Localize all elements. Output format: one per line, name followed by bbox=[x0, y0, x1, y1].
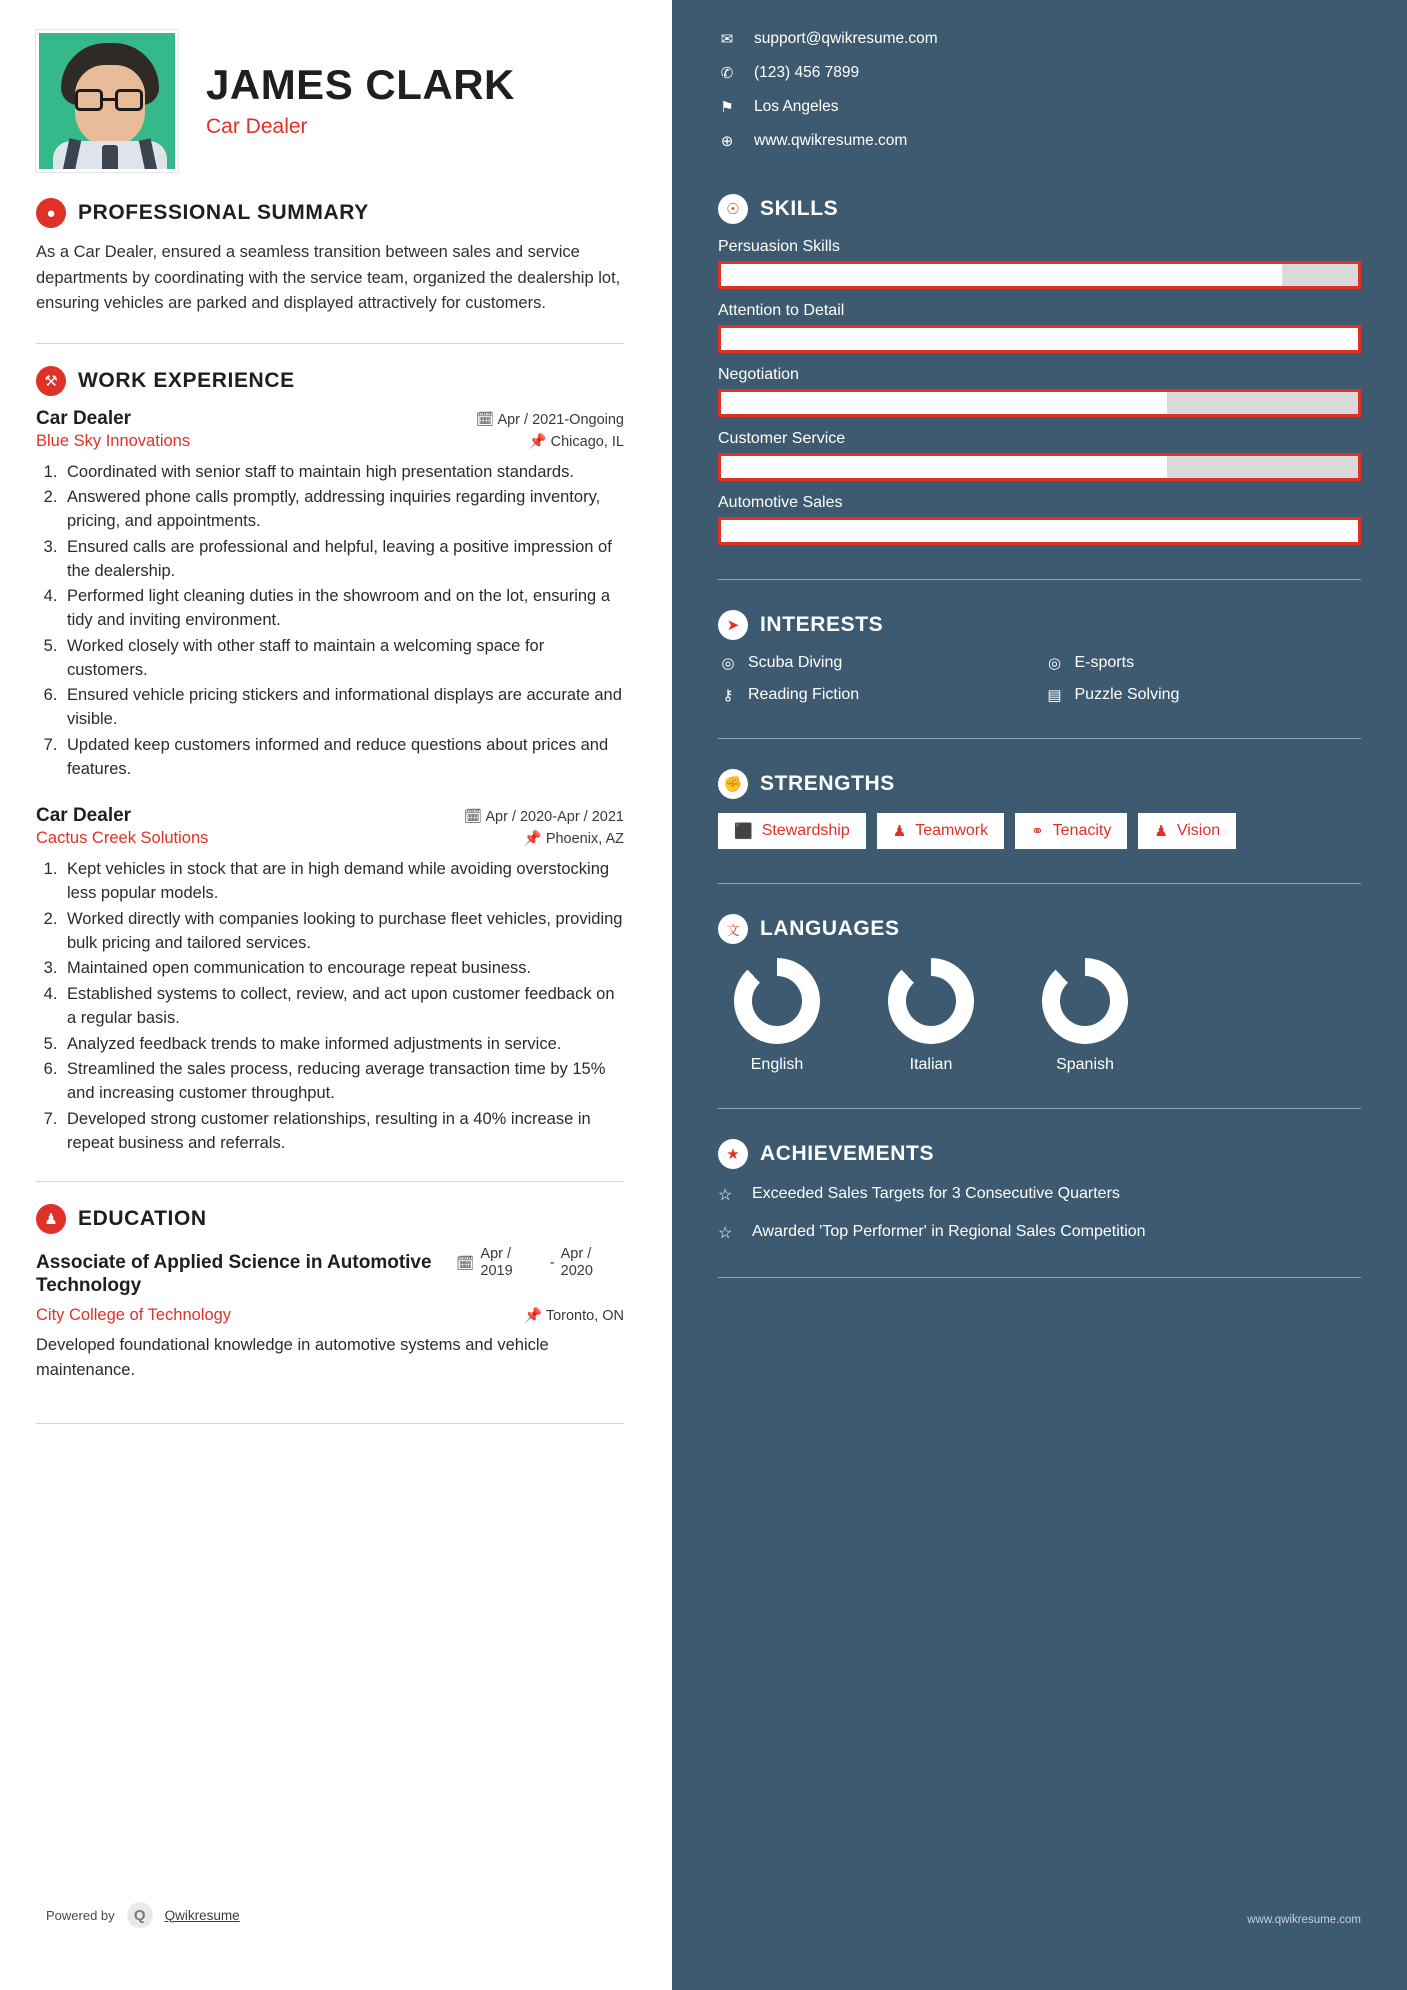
education-section bbox=[36, 1204, 624, 1382]
section-header-strengths bbox=[718, 769, 1361, 799]
skill-progress-fill bbox=[721, 392, 1167, 414]
job-dates: 🗓 Apr / 2020-Apr / 2021 bbox=[463, 809, 624, 826]
section-header-work bbox=[36, 366, 624, 396]
divider bbox=[36, 1423, 624, 1424]
section-title: ACHIEVEMENTS bbox=[760, 1142, 935, 1165]
phone-icon: ✆ bbox=[720, 65, 734, 82]
envelope-icon: ✉ bbox=[720, 31, 734, 48]
life-ring-icon: ◎ bbox=[1047, 655, 1062, 672]
contact-item-phone[interactable] bbox=[718, 64, 1361, 82]
section-title: EDUCATION bbox=[78, 1207, 207, 1231]
language-item bbox=[718, 958, 836, 1074]
skill-row bbox=[718, 430, 1361, 481]
languages-section bbox=[718, 914, 1361, 1074]
resume-right-sidebar bbox=[672, 0, 1407, 1990]
skill-progress-bar bbox=[718, 517, 1361, 545]
lightbulb-icon: ☉ bbox=[718, 194, 748, 224]
divider bbox=[36, 343, 624, 344]
fist-icon: ✊ bbox=[718, 769, 748, 799]
graduation-cap-icon: ♟ bbox=[36, 1204, 66, 1234]
list-item: 2. Answered phone calls promptly, addressing inquiries regarding inventory, pricing, and appointments. bbox=[62, 486, 624, 534]
job-bullet-list bbox=[62, 858, 624, 1155]
contact-item-location bbox=[718, 98, 1361, 116]
interest-item bbox=[1045, 686, 1362, 704]
page-title: JAMES CLARK bbox=[206, 60, 515, 108]
strengths-section bbox=[718, 769, 1361, 849]
job-location: 📌 Chicago, IL bbox=[528, 433, 624, 450]
job-title: Car Dealer bbox=[36, 805, 132, 827]
location-pin-icon: ⚑ bbox=[720, 99, 734, 116]
paper-plane-icon: ➤ bbox=[718, 610, 748, 640]
qwikresume-logo-icon: Q bbox=[127, 1902, 153, 1928]
education-location: 📌 Toronto, ON bbox=[524, 1308, 624, 1325]
section-title: STRENGTHS bbox=[760, 772, 895, 795]
skill-row bbox=[718, 494, 1361, 545]
resume-left-column bbox=[0, 0, 672, 1990]
strength-label: Tenacity bbox=[1052, 822, 1112, 839]
sidebar-footer-url: www.qwikresume.com bbox=[1247, 1914, 1361, 1926]
skill-progress-bar bbox=[718, 453, 1361, 481]
award-star-icon: ★ bbox=[718, 1139, 748, 1169]
job-entry bbox=[36, 805, 624, 1155]
degree-title: Associate of Applied Science in Automotive Technology bbox=[36, 1251, 432, 1297]
people-group-icon: ♟ bbox=[892, 823, 907, 840]
skill-label: Attention to Detail bbox=[718, 302, 845, 319]
divider bbox=[718, 738, 1361, 739]
list-item: 1. Kept vehicles in stock that are in high demand while avoiding overstocking less popular models. bbox=[62, 858, 624, 906]
achievement-text: Exceeded Sales Targets for 3 Consecutive Quarters bbox=[752, 1185, 1120, 1202]
list-item: 4. Performed light cleaning duties in the showroom and on the lot, ensuring a tidy and inviting environment. bbox=[62, 585, 624, 633]
user-icon: ● bbox=[36, 198, 66, 228]
language-label: English bbox=[750, 1056, 804, 1073]
binoculars-icon: ♟ bbox=[1154, 823, 1168, 840]
avatar bbox=[36, 30, 178, 172]
list-item: 7. Updated keep customers informed and reduce questions about prices and features. bbox=[62, 734, 624, 782]
list-item: 1. Coordinated with senior staff to maintain high presentation standards. bbox=[62, 461, 624, 485]
list-item: 6. Ensured vehicle pricing stickers and informational displays are accurate and visible. bbox=[62, 684, 624, 732]
interest-label: E-sports bbox=[1074, 654, 1135, 671]
section-title: LANGUAGES bbox=[760, 917, 900, 940]
achievement-item bbox=[718, 1183, 1361, 1205]
toolbox-icon: ⬛ bbox=[734, 823, 753, 840]
job-organization: Blue Sky Innovations bbox=[36, 431, 191, 450]
book-icon: ▤ bbox=[1047, 687, 1062, 704]
job-organization: Cactus Creek Solutions bbox=[36, 829, 209, 848]
skill-row bbox=[718, 366, 1361, 417]
contact-value: support@qwikresume.com bbox=[754, 30, 938, 47]
list-item: 4. Established systems to collect, review, and act upon customer feedback on a regular basis. bbox=[62, 983, 624, 1031]
education-description: Developed foundational knowledge in automotive systems and vehicle maintenance. bbox=[36, 1336, 549, 1379]
section-title: SKILLS bbox=[760, 197, 839, 220]
skill-label: Persuasion Skills bbox=[718, 238, 840, 255]
skill-progress-bar bbox=[718, 261, 1361, 289]
job-dates: 🗓 Apr / 2021-Ongoing bbox=[475, 411, 624, 428]
professional-summary-section bbox=[36, 198, 624, 317]
section-title: INTERESTS bbox=[760, 613, 884, 636]
skill-label: Customer Service bbox=[718, 430, 846, 447]
skill-label: Automotive Sales bbox=[718, 494, 843, 511]
list-item: 2. Worked directly with companies looking to purchase fleet vehicles, providing bulk pricing and tailored services. bbox=[62, 908, 624, 956]
list-item: 3. Maintained open communication to encourage repeat business. bbox=[62, 957, 624, 981]
contact-value: www.qwikresume.com bbox=[754, 132, 908, 149]
divider bbox=[718, 883, 1361, 884]
star-badge-icon: ☆ bbox=[718, 1187, 733, 1204]
interest-label: Scuba Diving bbox=[748, 654, 843, 671]
strength-label: Stewardship bbox=[761, 822, 850, 839]
achievements-section bbox=[718, 1139, 1361, 1243]
star-badge-icon: ☆ bbox=[718, 1225, 733, 1242]
list-item: 7. Developed strong customer relationships, resulting in a 40% increase in repeat business and referrals. bbox=[62, 1108, 624, 1156]
contact-item-website[interactable] bbox=[718, 132, 1361, 150]
job-title: Car Dealer bbox=[36, 407, 132, 429]
divider bbox=[36, 1181, 624, 1182]
divider bbox=[718, 579, 1361, 580]
summary-text: As a Car Dealer, ensured a seamless transition between sales and service departments by coordinating with the service team, organized the dealership lot, ensuring vehicles are parked and displayed attractively for customers. bbox=[36, 243, 621, 313]
job-bullet-list bbox=[62, 461, 624, 782]
section-header-summary bbox=[36, 198, 624, 228]
strength-chip bbox=[718, 813, 866, 849]
translate-icon: 文 bbox=[718, 914, 748, 944]
divider bbox=[718, 1277, 1361, 1278]
contact-section bbox=[718, 30, 1361, 150]
contact-value: (123) 456 7899 bbox=[754, 64, 860, 81]
qwikresume-link[interactable]: Qwikresume bbox=[164, 1907, 240, 1923]
interests-grid bbox=[718, 654, 1361, 704]
job-entry bbox=[36, 408, 624, 782]
strength-label: Vision bbox=[1176, 822, 1221, 839]
strength-chip bbox=[1015, 813, 1127, 849]
section-title: WORK EXPERIENCE bbox=[78, 368, 295, 392]
interest-label: Puzzle Solving bbox=[1074, 686, 1180, 703]
skill-progress-bar bbox=[718, 389, 1361, 417]
skill-label: Negotiation bbox=[718, 366, 799, 383]
work-experience-section bbox=[36, 366, 624, 1156]
life-ring-icon: ◎ bbox=[721, 655, 735, 672]
language-label: Spanish bbox=[1056, 1056, 1114, 1073]
list-item: 5. Worked closely with other staff to maintain a welcoming space for customers. bbox=[62, 635, 624, 683]
resume-header bbox=[36, 30, 624, 172]
section-header-languages bbox=[718, 914, 1361, 944]
interest-item bbox=[1045, 654, 1362, 672]
strengths-chip-group bbox=[718, 813, 1361, 849]
footer-branding bbox=[46, 1902, 240, 1928]
gamepad-icon: ⚷ bbox=[722, 687, 734, 704]
job-role-subtitle: Car Dealer bbox=[206, 115, 308, 139]
skill-progress-bar bbox=[718, 325, 1361, 353]
section-header-skills bbox=[718, 194, 1361, 224]
section-header-education bbox=[36, 1204, 624, 1234]
skill-progress-fill bbox=[721, 328, 1358, 350]
skill-progress-fill bbox=[721, 264, 1282, 286]
skill-progress-fill bbox=[721, 456, 1167, 478]
skills-section bbox=[718, 194, 1361, 545]
language-item bbox=[1026, 958, 1144, 1074]
interest-item bbox=[718, 686, 1035, 704]
interest-label: Reading Fiction bbox=[748, 686, 860, 703]
globe-icon: ⊕ bbox=[720, 133, 734, 150]
section-header-interests bbox=[718, 610, 1361, 640]
language-donut-chart bbox=[1042, 958, 1128, 1044]
briefcase-icon: ⚒ bbox=[36, 366, 66, 396]
interest-item bbox=[718, 654, 1035, 672]
language-item bbox=[872, 958, 990, 1074]
languages-chart-group bbox=[718, 958, 1361, 1074]
school-name: City College of Technology bbox=[36, 1306, 232, 1325]
education-dates: 🗓 Apr / 2019 - Apr / 2020 bbox=[456, 1246, 593, 1280]
language-donut-chart bbox=[734, 958, 820, 1044]
interests-section bbox=[718, 610, 1361, 704]
skill-row bbox=[718, 238, 1361, 289]
section-header-achievements bbox=[718, 1139, 1361, 1169]
divider bbox=[718, 1108, 1361, 1109]
strength-chip bbox=[1138, 813, 1236, 849]
chain-link-icon: ⚭ bbox=[1031, 823, 1044, 840]
strength-chip bbox=[877, 813, 1004, 849]
job-location: 📌 Phoenix, AZ bbox=[523, 831, 624, 848]
strength-label: Teamwork bbox=[915, 822, 989, 839]
contact-item-email[interactable] bbox=[718, 30, 1361, 48]
list-item: 5. Analyzed feedback trends to make informed adjustments in service. bbox=[62, 1033, 624, 1057]
achievement-item bbox=[718, 1221, 1361, 1243]
section-title: PROFESSIONAL SUMMARY bbox=[78, 201, 369, 224]
powered-by-label: Powered by bbox=[46, 1907, 115, 1923]
skill-row bbox=[718, 302, 1361, 353]
language-donut-chart bbox=[888, 958, 974, 1044]
skill-progress-fill bbox=[721, 520, 1358, 542]
achievement-text: Awarded 'Top Performer' in Regional Sales Competition bbox=[752, 1223, 1146, 1240]
list-item: 6. Streamlined the sales process, reducing average transaction time by 15% and increasing customer throughput. bbox=[62, 1058, 624, 1106]
language-label: Italian bbox=[909, 1056, 953, 1073]
contact-value: Los Angeles bbox=[754, 98, 839, 115]
list-item: 3. Ensured calls are professional and helpful, leaving a positive impression of the dealership. bbox=[62, 536, 624, 584]
